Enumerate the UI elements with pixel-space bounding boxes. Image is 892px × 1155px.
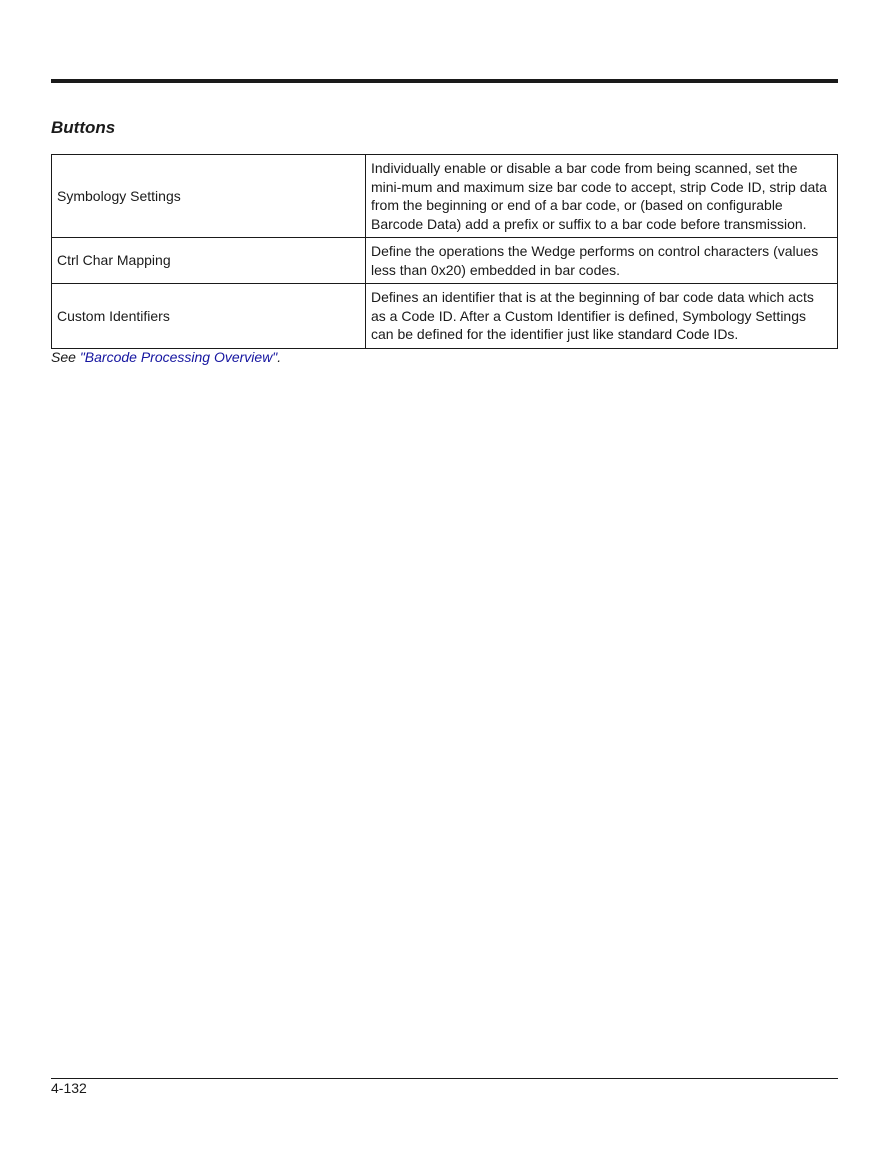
table-row — [52, 238, 838, 284]
barcode-processing-overview-link[interactable]: "Barcode Processing Overview" — [79, 349, 278, 365]
header-rule — [51, 79, 838, 83]
button-name-cell: Symbology Settings — [52, 155, 366, 238]
see-also-line — [51, 349, 281, 365]
table-row — [52, 155, 838, 238]
section-heading: Buttons — [51, 118, 116, 137]
see-also-prefix: See — [51, 349, 80, 365]
table-row — [52, 284, 838, 349]
footer-rule — [51, 1078, 838, 1079]
button-description-cell: Individually enable or disable a bar code from being scanned, set the mini-mum and maximum size bar code to accept, strip Code ID, strip data from the beginning or end of a bar code, or (based on configurable Barcode Data) add a prefix or suffix to a bar code before transmission. — [366, 155, 838, 238]
button-description-cell: Define the operations the Wedge performs on control characters (values less than 0x20) embedded in bar codes. — [366, 238, 838, 284]
button-name-cell: Custom Identifiers — [52, 284, 366, 349]
page-number: 4-132 — [51, 1080, 87, 1096]
see-also-suffix: . — [277, 349, 282, 365]
buttons-table — [51, 154, 838, 349]
button-name-cell: Ctrl Char Mapping — [52, 238, 366, 284]
button-description-cell: Defines an identifier that is at the beginning of bar code data which acts as a Code ID. After a Custom Identifier is defined, Symbology Settings can be defined for the identifier just like standard Code IDs. — [366, 284, 838, 349]
